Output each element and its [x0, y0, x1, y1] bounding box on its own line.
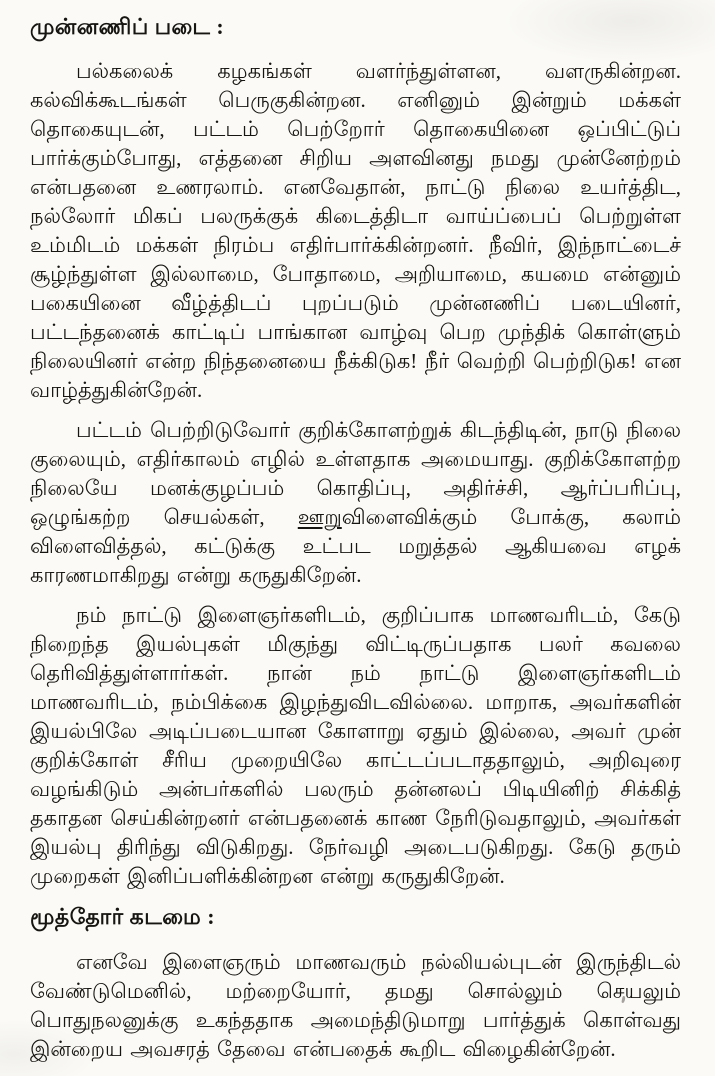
section-heading-front-guard: முன்னணிப் படை : — [30, 14, 225, 39]
paragraph-2-text-before: பட்டம் பெற்றிடுவோர் குறிக்கோளற்றுக் கிடந்திடின், நாடு நிலை குலையும், எதிர்காலம் எழில் உள்ளதாக அமையாது. குறிக்கோளற்ற நிலையே மனக்குழப்பம் கொதிப்பு, அதிர்ச்சி, ஆர்ப்பரிப்பு, ஒழுங்கற்ற செயல்கள், — [30, 418, 681, 529]
paragraph-universities-growth: பல்கலைக் கழகங்கள் வளர்ந்துள்ளன, வளருகின்றன. கல்விக்கூடங்கள் பெருகுகின்றன. எனினும் இன்றும் மக்கள் தொகையுடன், பட்டம் பெற்றோர் தொகையினை ஒப்பிட்டுப் பார்க்கும்போது, எத்தனை சிறிய அளவினது நமது முன்னேற்றம் என்பதனை உணரலாம். எனவேதான், நாட்டு நிலை உயர்த்திட, நல்லோர் மிகப் பலருக்குக் கிடைத்திடா வாய்ப்பைப் பெற்றுள்ள உம்மிடம் மக்கள் நிரம்ப எதிர்பார்க்கின்றனர். நீவிர், இந்நாட்டைச் சூழ்ந்துள்ள இல்லாமை, போதாமை, அறியாமை, கயமை என்னும் பகையினை வீழ்த்திடப் புறப்படும் முன்னணிப் படையினர், பட்டந்தனைக் காட்டிப் பாங்கான வாழ்வு பெற முந்திக் கொள்ளும் நிலையினர் என்ற நிந்தனையை நீக்கிடுக! நீர் வெற்றி பெற்றிடுக! என வாழ்த்துகின்றேன். — [30, 59, 681, 402]
paragraph-2-text-after: விளைவிக்கும் போக்கு, கலாம் விளைவித்தல், கட்டுக்கு உட்பட மறுத்தல் ஆகியவை எழக் காரணமாகிறது என்று கருதுகிறேன். — [30, 505, 681, 587]
section-heading-elders-duty: மூத்தோர் கடமை : — [30, 904, 216, 929]
paragraph-youth-nature: நம் நாட்டு இளைஞர்களிடம், குறிப்பாக மாணவரிடம், கேடு நிறைந்த இயல்புகள் மிகுந்து விட்டிருப்பதாக பலர் கவலை தெரிவித்துள்ளார்கள். நான் நம் நாட்டு இளைஞர்களிடம் மாணவரிடம், நம்பிக்கை இழந்துவிடவில்லை. மாறாக, அவர்களின் இயல்பிலே அடிப்படையான கோளாறு ஏதும் இல்லை, அவர் முன் குறிக்கோள் சீரிய முறையிலே காட்டப்படாததாலும், அறிவுரை வழங்கிடும் அன்பர்களில் பலரும் தன்னலப் பிடியினிற் சிக்கித் தகாதன செய்கின்றனர் என்பதனைக் காண நேரிடுவதாலும், அவர்கள் இயல்பு திரிந்து விடுகிறது. நேர்வழி அடைபடுகிறது. கேடு தரும் முறைகள் இனிப்பளிக்கின்றன என்று கருதுகிறேன். — [30, 603, 681, 888]
paragraph-aimless-graduates — [30, 416, 681, 590]
underlined-word-ooru: ஊறு — [297, 505, 342, 529]
paragraph-elders-responsibility: எனவே இளைஞரும் மாணவரும் நல்லியல்புடன் இருந்திடல் வேண்டுமெனில், மற்றையோர், தமது சொல்லும் செயலும் பொதுநலனுக்கு உகந்ததாக அமைந்திடுமாறு பார்த்துக் கொள்வது இன்றைய அவசரத் தேவை என்பதைக் கூறிட விழைகின்றேன். — [30, 950, 681, 1061]
